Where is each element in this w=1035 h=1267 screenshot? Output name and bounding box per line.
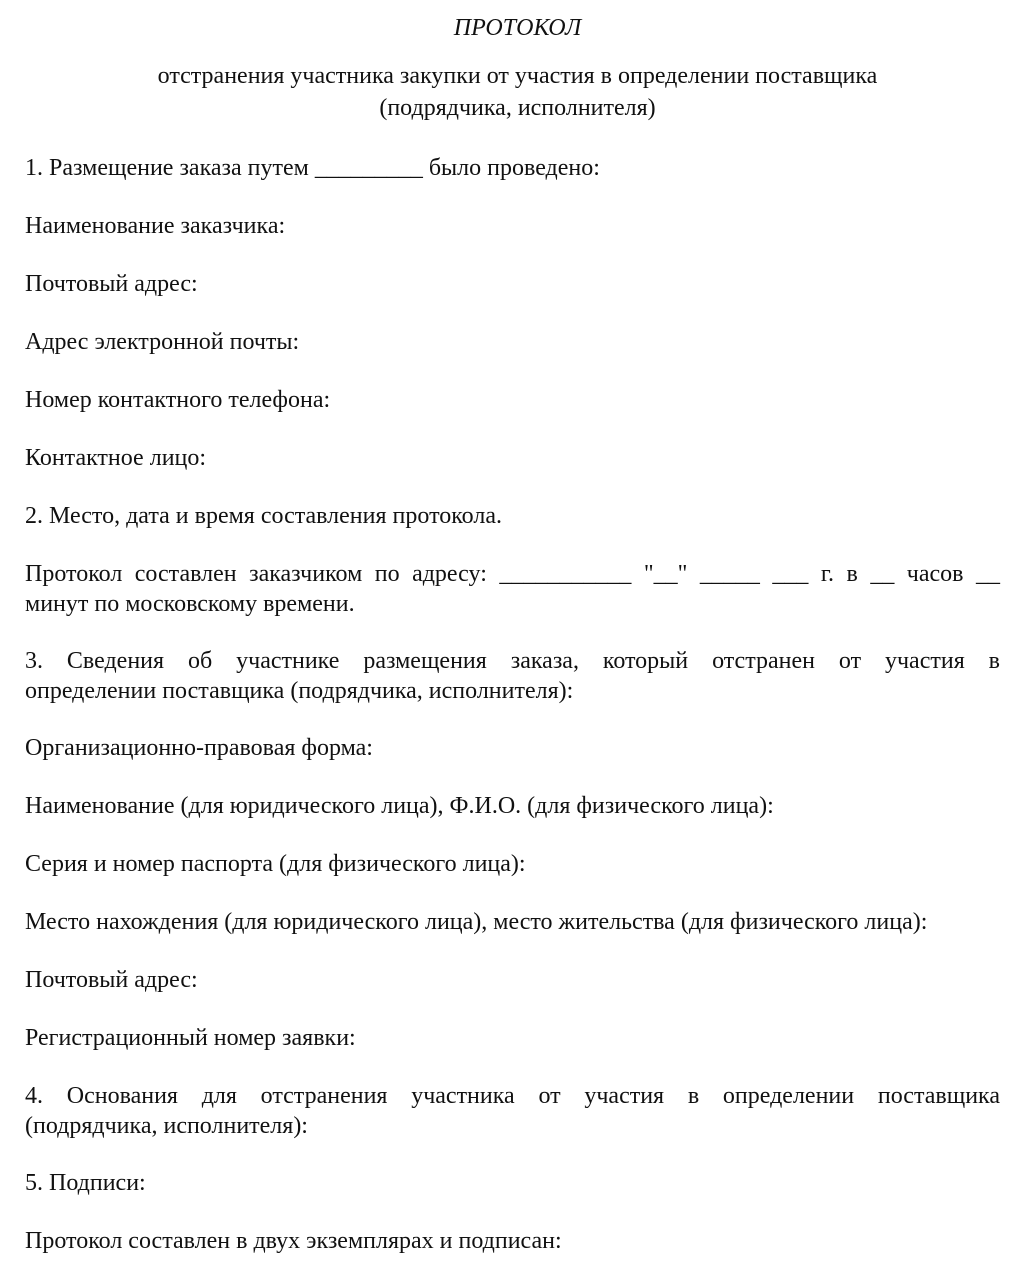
- participant-name-label: Наименование (для юридического лица), Ф.И.О. (для физического лица):: [25, 793, 774, 819]
- passport-label: Серия и номер паспорта (для физического лица):: [25, 851, 526, 877]
- email-label: Адрес электронной почты:: [25, 329, 300, 355]
- section-4-line-1: 4. Основания для отстранения участника от участия в определении поставщика: [25, 1083, 1000, 1109]
- customer-name-label: Наименование заказчика:: [25, 213, 286, 239]
- protocol-place-paragraph: [25, 559, 1000, 619]
- protocol-place-line-2: минут по московскому времени.: [25, 591, 355, 617]
- phone-label: Номер контактного телефона:: [25, 387, 331, 413]
- subtitle-line-1: отстранения участника закупки от участия в определении поставщика: [157, 63, 878, 89]
- postal-address-label: Почтовый адрес:: [25, 271, 198, 297]
- document-subtitle: [60, 60, 975, 124]
- section-1-heading: 1. Размещение заказа путем _________ было проведено:: [25, 155, 600, 181]
- location-label: Место нахождения (для юридического лица), место жительства (для физического лица):: [25, 909, 928, 935]
- copies-statement: Протокол составлен в двух экземплярах и подписан:: [25, 1228, 562, 1254]
- section-2-heading: 2. Место, дата и время составления протокола.: [25, 503, 502, 529]
- section-3-heading: [25, 646, 1000, 706]
- section-3-line-2: определении поставщика (подрядчика, исполнителя):: [25, 678, 574, 704]
- registration-number-label: Регистрационный номер заявки:: [25, 1025, 356, 1051]
- section-4-heading: [25, 1081, 1000, 1141]
- contact-person-label: Контактное лицо:: [25, 445, 207, 471]
- section-4-line-2: (подрядчика, исполнителя):: [25, 1113, 308, 1139]
- section-3-line-1: 3. Сведения об участнике размещения заказа, который отстранен от участия в: [25, 648, 1000, 674]
- section-5-heading: 5. Подписи:: [25, 1170, 146, 1196]
- subtitle-line-2: (подрядчика, исполнителя): [379, 95, 656, 121]
- protocol-place-line-1: Протокол составлен заказчиком по адресу: ___________ "__" _____ ___ г. в __ часов __: [25, 561, 1000, 587]
- participant-postal-address-label: Почтовый адрес:: [25, 967, 198, 993]
- legal-form-label: Организационно-правовая форма:: [25, 735, 373, 761]
- document-title: ПРОТОКОЛ: [453, 15, 582, 41]
